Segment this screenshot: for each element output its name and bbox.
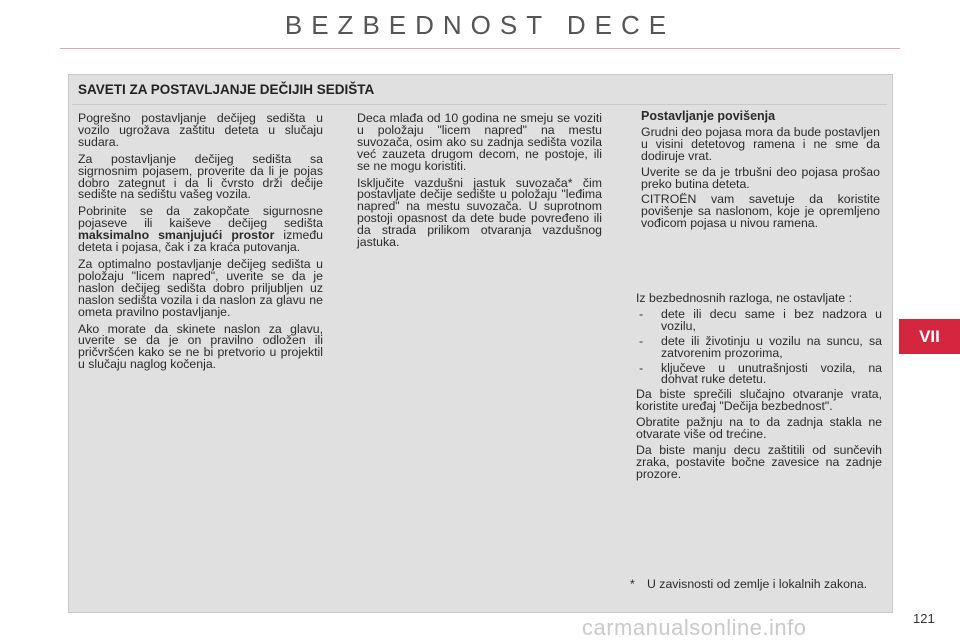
paragraph: Obratite pažnju na to da zadnja stakla ne otvarate više od trećine. xyxy=(636,415,882,442)
page-number: 121 xyxy=(913,611,935,626)
list-item xyxy=(636,360,882,387)
paragraph: Iz bezbednosnih razloga, ne ostavljate : xyxy=(636,291,853,305)
paragraph: Da biste manju decu zaštitili od sunčevih zraka, postavite bočne zavesice na zadnje prozore. xyxy=(636,442,882,481)
text-span: između deteta i pojasa, čak i za kraća putovanja. xyxy=(78,228,323,255)
paragraph: Deca mlađa od 10 godina ne smeju se voziti u položaju "licem napred" na mestu suvozača, osim ako su zadnja sedišta vozila već zauzeta drugom decom, ne postoje, ili se ne mogu koristiti. xyxy=(357,111,602,173)
title-divider xyxy=(60,48,900,49)
paragraph: Isključite vazdušni jastuk suvozača* čim postavljate dečije sedište u položaju "leđima napred" na mestu suvozača. U suprotnom postoji opasnost da dete bude povređeno ili da strada prilikom otvaranja vazdušnog jastuka. xyxy=(357,175,602,250)
emphasis-text: maksimalno smanjujući prostor xyxy=(78,228,275,243)
dash-bullet: - xyxy=(639,306,644,321)
heading-divider xyxy=(72,104,887,105)
footnote-text: U zavisnosti od zemlje i lokalnih zakona. xyxy=(647,577,868,591)
paragraph: Ako morate da skinete naslon za glavu, uverite se da je on pravilno odložen ili pričvršćen kako se ne bi pretvorio u projektil u slučaju naglog kočenja. xyxy=(78,321,323,372)
list-item-text: dete ili životinju u vozilu na suncu, sa zatvorenim prozorima, xyxy=(661,333,882,360)
list-item xyxy=(636,306,882,333)
column-1 xyxy=(78,113,323,376)
chapter-tab: VII xyxy=(899,319,960,354)
paragraph: Pogrešno postavljanje dečijeg sedišta u vozilo ugrožava zaštitu deteta u slučaju sudara. xyxy=(78,111,323,149)
paragraph: Uverite se da je trbušni deo pojasa prošao preko butina deteta. xyxy=(641,164,880,191)
dash-bullet: - xyxy=(639,360,644,375)
page-title: BEZBEDNOST DECE xyxy=(284,10,676,40)
subheading: Postavljanje povišenja xyxy=(641,109,776,123)
watermark: carmanualsonline.info xyxy=(582,615,807,640)
list-item xyxy=(636,333,882,360)
column-3 xyxy=(641,111,880,234)
column-4 xyxy=(636,293,882,485)
section-heading: SAVETI ZA POSTAVLJANJE DEČIJIH SEDIŠTA xyxy=(78,82,375,97)
paragraph: Grudni deo pojasa mora da bude postavljen u visini detetovog ramena i ne sme da dodiruje vrat. xyxy=(641,124,880,163)
column-2 xyxy=(357,113,602,254)
dash-bullet: - xyxy=(639,333,644,348)
paragraph: Za postavljanje dečijeg sedišta sa sigrnosnim pojasem, proverite da li je pojas dobro zategnut i da li čvrsto drži dečije sedište na sedištu vašeg vozila. xyxy=(78,151,323,202)
text-span: Pobrinite se da zakopčate sigurnosne pojaseve ili kaiševe dečijeg sedišta xyxy=(78,204,323,231)
paragraph: Da biste sprečili slučajno otvaranje vrata, koristite uređaj "Dečija bezbednost". xyxy=(636,387,882,414)
list-item-text: dete ili decu same i bez nadzora u vozilu, xyxy=(661,306,882,333)
paragraph xyxy=(78,206,323,254)
footnote-marker: * xyxy=(630,577,635,591)
list-item-text: ključeve u unutrašnjosti vozila, na dohvat ruke detetu. xyxy=(661,360,882,387)
footnote xyxy=(630,578,882,591)
paragraph: CITROËN vam savetuje da koristite povišenje sa naslonom, koje je opremljeno vođicom pojasa u nivou ramena. xyxy=(641,192,880,231)
paragraph: Za optimalno postavljanje dečijeg sedišta u položaju "licem napred", uverite se da je naslon dečijeg sedišta dobro priljubljen uz naslon sedišta vozila i da naslon za glavu ne ometa pravilno postavljanje. xyxy=(78,256,323,319)
